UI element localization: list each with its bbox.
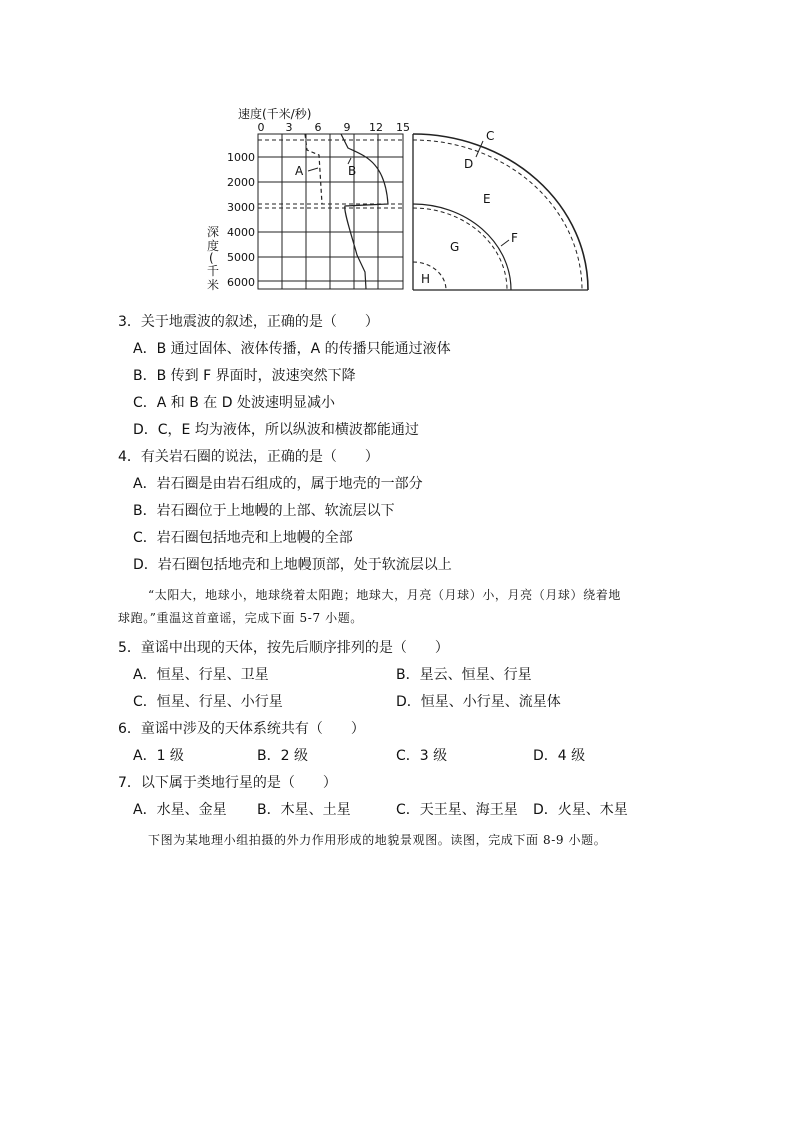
layer-label-g: G xyxy=(450,240,460,254)
depth-axis-label: 千 xyxy=(207,264,220,278)
label-f-leader xyxy=(501,240,509,246)
speed-axis-title: 速度(千米/秒) xyxy=(238,107,312,121)
question-3-stem: 3．关于地震波的叙述，正确的是（ ） xyxy=(118,314,379,330)
question-5-stem: 5．童谣中出现的天体，按先后顺序排列的是（ ） xyxy=(118,640,449,656)
depth-axis-label: 米 xyxy=(207,278,220,292)
question-6-option-c: C．3 级 xyxy=(396,748,448,764)
question-3-option-c: C．A 和 B 在 D 处波速明显减小 xyxy=(133,395,335,411)
question-7-option-d: D．火星、木星 xyxy=(533,802,628,818)
depth-axis-label: ( xyxy=(209,251,214,265)
curve-label-a: A xyxy=(295,164,304,178)
question-7-option-a: A．水星、金星 xyxy=(133,802,227,818)
layer-label-f: F xyxy=(511,231,518,245)
earth-layers-quadrant xyxy=(413,134,588,290)
speed-depth-grid xyxy=(258,134,403,289)
question-5-option-c: C．恒星、行星、小行星 xyxy=(133,694,283,710)
question-4-option-d: D．岩石圈包括地壳和上地幔顶部，处于软流层以上 xyxy=(133,557,452,573)
depth-tick: 3000 xyxy=(227,201,255,214)
question-3-option-d: D．C，E 均为液体，所以纵波和横波都能通过 xyxy=(133,422,419,438)
question-4-option-b: B．岩石圈位于上地幔的上部、软流层以下 xyxy=(133,503,395,519)
depth-axis-label: 深 xyxy=(207,225,220,239)
passage-nursery-rhyme-line-1: “太阳大，地球小，地球绕着太阳跑；地球大，月亮（月球）小，月亮（月球）绕着地 xyxy=(148,588,621,602)
layer-label-c: C xyxy=(486,129,495,143)
question-4-stem: 4．有关岩石圈的说法，正确的是（ ） xyxy=(118,449,379,465)
question-7-option-c: C．天王星、海王星 xyxy=(396,802,518,818)
label-a-leader xyxy=(308,168,318,171)
question-6-option-d: D．4 级 xyxy=(533,748,586,764)
question-3-option-b: B．B 传到 F 界面时，波速突然下降 xyxy=(133,368,356,384)
speed-tick: 12 xyxy=(369,121,383,134)
question-6-option-a: A．1 级 xyxy=(133,748,184,764)
passage-landform-intro: 下图为某地理小组拍摄的外力作用形成的地貌景观图。读图，完成下面 8-9 小题。 xyxy=(148,833,607,847)
depth-tick: 4000 xyxy=(227,226,255,239)
question-6-option-b: B．2 级 xyxy=(257,748,308,764)
seismic-figure xyxy=(205,100,605,295)
seismic-figure-svg xyxy=(205,100,605,295)
question-4-option-c: C．岩石圈包括地壳和上地幔的全部 xyxy=(133,530,353,546)
depth-tick: 6000 xyxy=(227,276,255,289)
curve-label-b: B xyxy=(348,164,357,178)
question-6-stem: 6．童谣中涉及的天体系统共有（ ） xyxy=(118,721,365,737)
question-7-option-b: B．木星、土星 xyxy=(257,802,351,818)
passage-nursery-rhyme-line-2: 球跑。”重温这首童谣，完成下面 5-7 小题。 xyxy=(118,611,363,625)
layer-label-d: D xyxy=(464,157,474,171)
layer-label-h: H xyxy=(421,272,431,286)
label-c-leader xyxy=(476,141,483,157)
question-5-option-a: A．恒星、行星、卫星 xyxy=(133,667,269,683)
layer-label-e: E xyxy=(483,192,491,206)
speed-tick: 6 xyxy=(314,121,322,134)
question-4-option-a: A．岩石圈是由岩石组成的，属于地壳的一部分 xyxy=(133,476,423,492)
depth-tick: 1000 xyxy=(227,151,255,164)
question-5-option-d: D．恒星、小行星、流星体 xyxy=(396,694,561,710)
speed-tick: 15 xyxy=(396,121,410,134)
question-5-option-b: B．星云、恒星、行星 xyxy=(396,667,532,683)
question-7-stem: 7．以下属于类地行星的是（ ） xyxy=(118,775,337,791)
speed-tick: 9 xyxy=(343,121,351,134)
depth-tick: 2000 xyxy=(227,176,255,189)
speed-tick: 0 xyxy=(257,121,265,134)
speed-tick: 3 xyxy=(285,121,293,134)
depth-axis-label: 度 xyxy=(207,239,220,253)
depth-tick: 5000 xyxy=(227,251,255,264)
question-3-option-a: A．B 通过固体、液体传播，A 的传播只能通过液体 xyxy=(133,341,451,357)
